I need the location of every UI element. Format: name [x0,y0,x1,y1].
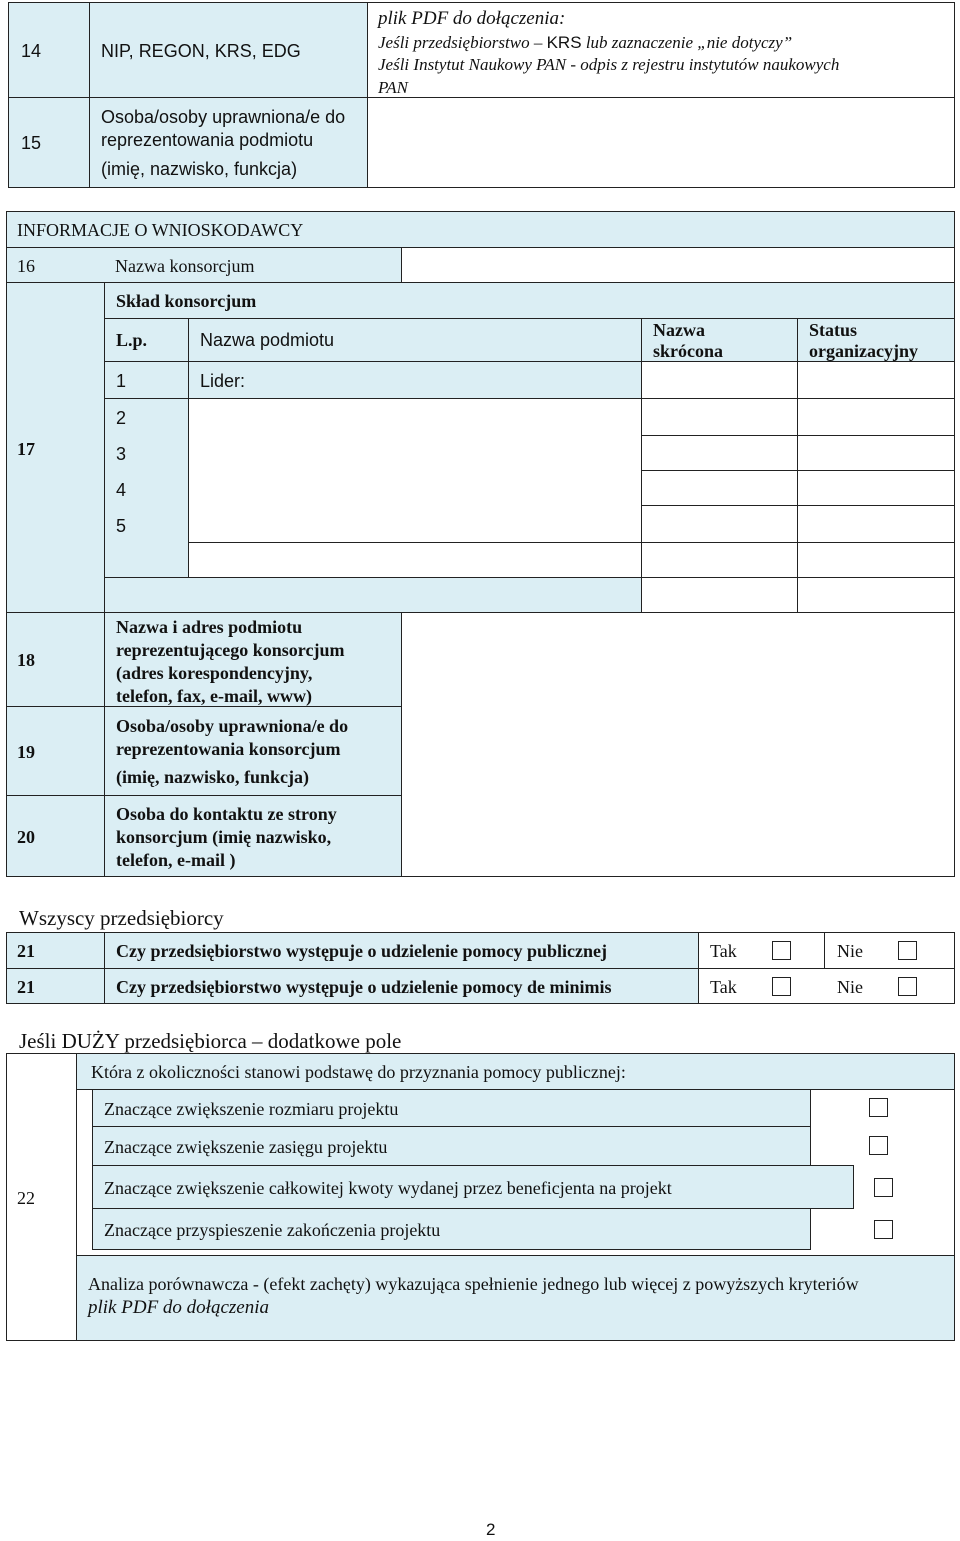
row-19-label-l1: Osoba/osoby uprawniona/e do [116,716,349,736]
consortium-composition-title: Skład konsorcjum [116,291,257,311]
question-21a-answer-cell [698,932,955,969]
status-field-2[interactable] [797,398,955,436]
row-15-value-cell[interactable] [367,97,955,188]
question-21b-no-label: Nie [837,977,863,997]
short-name-field-4[interactable] [641,470,798,506]
question-21a-yes-label: Tak [710,941,737,961]
lp-cells-2-5 [104,398,189,578]
short-name-field-extra[interactable] [641,542,798,578]
row-18-label-cell [104,612,402,707]
row-14-number-cell [8,2,90,98]
option-1-checkbox[interactable] [869,1098,888,1117]
row-19-number: 19 [17,742,35,762]
row-19-label-cell [104,706,402,796]
all-companies-heading: Wszyscy przedsiębiorcy [19,906,224,930]
row-16-label: Nazwa konsorcjum [115,256,255,276]
consortium-name-field[interactable] [401,247,955,283]
row-14-label: NIP, REGON, KRS, EDG [101,41,301,61]
large-company-heading: Jeśli DUŻY przedsiębiorca – dodatkowe pole [19,1029,402,1053]
row-17-number: 17 [17,439,35,459]
status-field-last[interactable] [797,577,955,613]
short-name-field-last[interactable] [641,577,798,613]
option-2-label: Znaczące zwiększenie zasięgu projektu [104,1137,388,1157]
col-short-name-header [641,318,798,362]
row-15-number: 15 [21,133,42,153]
row-15-label-line3: (imię, nazwisko, funkcja) [101,159,298,179]
lp-number-5: 5 [116,516,127,536]
question-21b-no-checkbox[interactable] [898,977,917,996]
incentive-analysis-text: Analiza porównawcza - (efekt zachęty) wykazująca spełnienie jednego lub więcej z powyższych kryteriów [88,1274,859,1294]
lp-cell-1 [104,361,189,399]
row-18-label-l4: telefon, fax, e-mail, www) [116,686,312,706]
entity-name-cell-1 [188,361,642,399]
short-name-field-1[interactable] [641,361,798,399]
col-status-label-l1: Status [809,320,858,340]
question-21b-answer-cell [698,968,955,1004]
applicant-section-header [6,211,955,248]
status-field-4[interactable] [797,470,955,506]
option-3-checkbox[interactable] [874,1178,893,1197]
pdf-note-line1: plik PDF do dołączenia: [378,8,566,29]
option-2-checkbox[interactable] [869,1136,888,1155]
row-22-number-cell [6,1053,77,1341]
status-field-5[interactable] [797,505,955,543]
row-19-label-l3: (imię, nazwisko, funkcja) [116,767,309,787]
row-16-label-cell [6,247,402,283]
incentive-analysis-pdf-note: plik PDF do dołączenia [88,1297,269,1318]
row-18-number-cell [6,612,105,707]
option-4-checkbox[interactable] [874,1220,893,1239]
entity-name-field-extra[interactable] [188,542,642,578]
status-field-3[interactable] [797,435,955,471]
col-status-header [797,318,955,362]
status-field-1[interactable] [797,361,955,399]
row-20-label-l3: telefon, e-mail ) [116,850,236,870]
row-14-number: 14 [21,41,42,61]
row-20-label-cell [104,795,402,877]
entity-name-field-2-5[interactable] [188,398,642,543]
question-21a-yes-checkbox[interactable] [772,941,791,960]
pdf-note-line3: Jeśli Instytut Naukowy PAN - odpis z rejestru instytutów naukowych [378,55,840,74]
col-status-label-l2: organizacyjny [809,341,918,361]
row-18-label-l1: Nazwa i adres podmiotu [116,617,303,637]
option-4-label: Znaczące przyspieszenie zakończenia projektu [104,1220,441,1240]
question-21a-number: 21 [17,941,35,961]
short-name-field-2[interactable] [641,398,798,436]
row-16-number: 16 [17,256,35,276]
row-17-number-cell [6,282,105,613]
question-21b-text: Czy przedsiębiorstwo występuje o udzielenie pomocy de minimis [116,977,612,997]
large-company-question-cell [76,1053,955,1090]
question-21b-text-cell [104,968,699,1004]
col-name-header [188,318,642,362]
option-2-label-cell [92,1126,811,1166]
option-4-label-cell [92,1208,811,1250]
lp-number-2: 2 [116,408,127,428]
col-short-label-l1: Nazwa [653,320,705,340]
row-15-label-line2: reprezentowania podmiotu [101,130,314,150]
row-18-label-l3: (adres korespondencyjny, [116,663,313,683]
question-21b-number: 21 [17,977,35,997]
question-21b-yes-label: Tak [710,977,737,997]
question-21a-text-cell [104,932,699,969]
row-19-number-cell [6,706,105,796]
option-3-label: Znaczące zwiększenie całkowitej kwoty wydanej przez beneficjenta na projekt [104,1178,672,1198]
row-20-number-cell [6,795,105,877]
short-name-field-5[interactable] [641,505,798,543]
row-18-number: 18 [17,650,35,670]
leader-label: Lider: [200,371,246,391]
row-14-label-cell [89,2,368,98]
col-name-label: Nazwa podmiotu [200,330,335,350]
row-20-number: 20 [17,827,35,847]
lp-number-3: 3 [116,444,127,464]
row-20-label-l1: Osoba do kontaktu ze strony [116,804,337,824]
question-21b-yes-checkbox[interactable] [772,977,791,996]
row-15-label-line1: Osoba/osoby uprawniona/e do [101,107,346,127]
row-18-label-l2: reprezentującego konsorcjum [116,640,345,660]
row-15-number-cell [8,97,90,188]
option-3-label-cell [92,1165,854,1209]
status-field-extra[interactable] [797,542,955,578]
applicant-header-title: INFORMACJE O WNIOSKODAWCY [17,220,304,240]
question-21b-number-cell [6,968,105,1004]
col-short-label-l2: skrócona [653,341,724,361]
short-name-field-3[interactable] [641,435,798,471]
incentive-analysis-cell [76,1255,955,1341]
lp-number-4: 4 [116,480,127,500]
question-21a-no-label: Nie [837,941,863,961]
question-21a-no-checkbox[interactable] [898,941,917,960]
page-number: 2 [486,1520,496,1539]
option-1-label-cell [92,1089,811,1127]
large-company-question: Która z okoliczności stanowi podstawę do przyznania pomocy publicznej: [91,1062,626,1082]
col-lp-label: L.p. [116,330,148,350]
consortium-bottom-row [104,577,642,613]
consortium-composition-header [104,282,955,319]
pdf-note-line2: Jeśli przedsiębiorstwo – KRS lub zaznaczenie „nie dotyczy” [378,33,793,52]
pdf-note-cell [367,2,955,98]
question-21a-text: Czy przedsiębiorstwo występuje o udzielenie pomocy publicznej [116,941,607,961]
col-lp-header [104,318,189,362]
rows-18-20-value-field[interactable] [401,612,955,877]
row-20-label-l2: konsorcjum (imię nazwisko, [116,827,332,847]
option-1-label: Znaczące zwiększenie rozmiaru projektu [104,1099,399,1119]
row-22-number: 22 [17,1188,35,1208]
lp-number-1: 1 [116,371,127,391]
row-15-label-cell [89,97,368,188]
pdf-note-line4: PAN [378,78,408,97]
row-19-label-l2: reprezentowania konsorcjum [116,739,341,759]
